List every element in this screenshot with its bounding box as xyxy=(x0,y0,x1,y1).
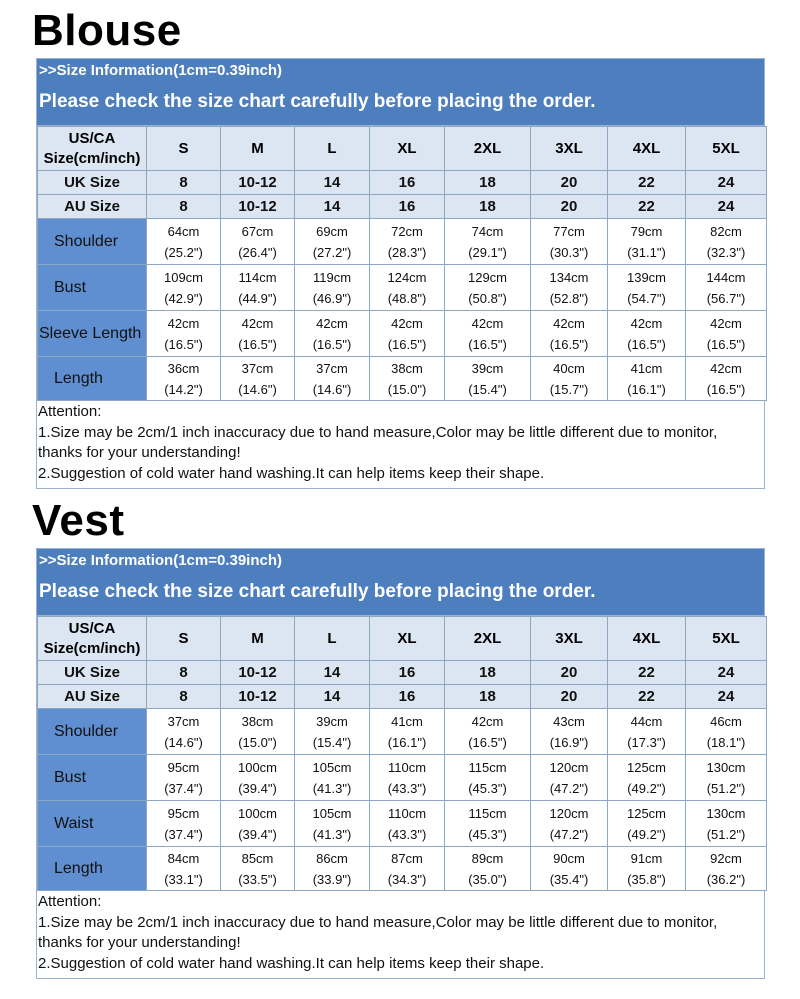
table-cell: 144cm (56.7") xyxy=(686,265,767,311)
section-title: Blouse xyxy=(32,6,182,55)
table-cell: 115cm (45.3") xyxy=(445,755,531,801)
table-cell: 10-12 xyxy=(221,195,295,219)
table-cell: 120cm (47.2") xyxy=(531,801,608,847)
table-cell: 69cm (27.2") xyxy=(295,219,370,265)
size-cell: S xyxy=(147,617,221,661)
au-size-label: AU Size xyxy=(38,195,147,219)
size-info-line: >>Size Information(1cm=0.39inch) xyxy=(39,552,282,569)
table-cell: 42cm (16.5") xyxy=(445,311,531,357)
table-cell: 10-12 xyxy=(221,171,295,195)
size-cell: XL xyxy=(370,127,445,171)
table-cell: 14 xyxy=(295,195,370,219)
size-cell: 4XL xyxy=(608,617,686,661)
table-cell: 139cm (54.7") xyxy=(608,265,686,311)
table-cell: 24 xyxy=(686,195,767,219)
attention-heading: Attention: xyxy=(38,893,102,910)
section-title: Vest xyxy=(32,496,125,545)
table-cell: 39cm (15.4") xyxy=(445,357,531,401)
table-cell: 89cm (35.0") xyxy=(445,847,531,891)
table-cell: 72cm (28.3") xyxy=(370,219,445,265)
table-cell: 18 xyxy=(445,171,531,195)
table-cell: 114cm (44.9") xyxy=(221,265,295,311)
size-chart xyxy=(36,548,765,979)
table-cell: 22 xyxy=(608,661,686,685)
table-cell: 36cm (14.2") xyxy=(147,357,221,401)
table-cell: 95cm (37.4") xyxy=(147,801,221,847)
measure-row xyxy=(38,709,767,755)
measure-label: Shoulder xyxy=(38,219,147,265)
table-cell: 42cm (16.5") xyxy=(221,311,295,357)
table-cell: 24 xyxy=(686,685,767,709)
table-cell: 42cm (16.5") xyxy=(531,311,608,357)
uk-size-row xyxy=(38,171,767,195)
measure-label: Shoulder xyxy=(38,709,147,755)
table-cell: 110cm (43.3") xyxy=(370,755,445,801)
table-cell: 37cm (14.6") xyxy=(147,709,221,755)
au-size-label: AU Size xyxy=(38,685,147,709)
table-cell: 22 xyxy=(608,685,686,709)
table-cell: 95cm (37.4") xyxy=(147,755,221,801)
table-cell: 42cm (16.5") xyxy=(295,311,370,357)
table-cell: 74cm (29.1") xyxy=(445,219,531,265)
table-cell: 134cm (52.8") xyxy=(531,265,608,311)
table-cell: 130cm (51.2") xyxy=(686,801,767,847)
attention-line: 1.Size may be 2cm/1 inch inaccuracy due to hand measure,Color may be little different due to monitor, xyxy=(38,423,718,441)
table-cell: 105cm (41.3") xyxy=(295,755,370,801)
size-table xyxy=(37,126,767,401)
measure-label: Bust xyxy=(38,265,147,311)
attention-note xyxy=(37,891,764,978)
table-cell: 16 xyxy=(370,685,445,709)
table-cell: 42cm (16.5") xyxy=(370,311,445,357)
size-cell: 2XL xyxy=(445,617,531,661)
table-cell: 42cm (16.5") xyxy=(608,311,686,357)
size-cell: 3XL xyxy=(531,127,608,171)
table-cell: 22 xyxy=(608,171,686,195)
table-cell: 92cm (36.2") xyxy=(686,847,767,891)
measure-label: Length xyxy=(38,357,147,401)
table-cell: 82cm (32.3") xyxy=(686,219,767,265)
au-size-row xyxy=(38,685,767,709)
table-cell: 42cm (16.5") xyxy=(686,311,767,357)
table-cell: 41cm (16.1") xyxy=(608,357,686,401)
table-cell: 86cm (33.9") xyxy=(295,847,370,891)
header-row xyxy=(38,617,767,661)
size-chart xyxy=(36,58,765,489)
table-cell: 129cm (50.8") xyxy=(445,265,531,311)
size-cell: 5XL xyxy=(686,127,767,171)
attention-heading: Attention: xyxy=(38,403,102,420)
table-cell: 10-12 xyxy=(221,661,295,685)
au-size-row xyxy=(38,195,767,219)
attention-line: thanks for your understanding! xyxy=(38,934,241,951)
table-cell: 24 xyxy=(686,171,767,195)
table-cell: 20 xyxy=(531,661,608,685)
size-cell: M xyxy=(221,127,295,171)
table-cell: 125cm (49.2") xyxy=(608,755,686,801)
us-ca-label: US/CA Size(cm/inch) xyxy=(38,127,147,171)
table-cell: 46cm (18.1") xyxy=(686,709,767,755)
table-cell: 125cm (49.2") xyxy=(608,801,686,847)
uk-size-label: UK Size xyxy=(38,661,147,685)
table-cell: 67cm (26.4") xyxy=(221,219,295,265)
table-cell: 85cm (33.5") xyxy=(221,847,295,891)
size-cell: M xyxy=(221,617,295,661)
table-cell: 39cm (15.4") xyxy=(295,709,370,755)
size-cell: S xyxy=(147,127,221,171)
table-cell: 90cm (35.4") xyxy=(531,847,608,891)
attention-line: thanks for your understanding! xyxy=(38,444,241,461)
attention-line: 2.Suggestion of cold water hand washing.It can help items keep their shape. xyxy=(38,954,545,972)
table-cell: 37cm (14.6") xyxy=(295,357,370,401)
table-cell: 105cm (41.3") xyxy=(295,801,370,847)
table-cell: 110cm (43.3") xyxy=(370,801,445,847)
size-cell: XL xyxy=(370,617,445,661)
check-notice: Please check the size chart carefully before placing the order. xyxy=(39,581,596,602)
chart-banner xyxy=(37,59,764,126)
size-table xyxy=(37,616,767,891)
measure-row xyxy=(38,755,767,801)
table-cell: 14 xyxy=(295,661,370,685)
header-row xyxy=(38,127,767,171)
table-cell: 109cm (42.9") xyxy=(147,265,221,311)
table-cell: 44cm (17.3") xyxy=(608,709,686,755)
table-cell: 64cm (25.2") xyxy=(147,219,221,265)
table-cell: 16 xyxy=(370,171,445,195)
measure-label: Waist xyxy=(38,801,147,847)
measure-row xyxy=(38,357,767,401)
table-cell: 124cm (48.8") xyxy=(370,265,445,311)
table-cell: 20 xyxy=(531,685,608,709)
chart-banner xyxy=(37,549,764,616)
table-cell: 84cm (33.1") xyxy=(147,847,221,891)
size-cell: 3XL xyxy=(531,617,608,661)
table-cell: 120cm (47.2") xyxy=(531,755,608,801)
table-cell: 22 xyxy=(608,195,686,219)
table-cell: 38cm (15.0") xyxy=(370,357,445,401)
table-cell: 18 xyxy=(445,661,531,685)
attention-line: 2.Suggestion of cold water hand washing.It can help items keep their shape. xyxy=(38,464,545,482)
table-cell: 77cm (30.3") xyxy=(531,219,608,265)
table-cell: 100cm (39.4") xyxy=(221,801,295,847)
table-cell: 38cm (15.0") xyxy=(221,709,295,755)
table-cell: 41cm (16.1") xyxy=(370,709,445,755)
table-cell: 20 xyxy=(531,171,608,195)
table-cell: 18 xyxy=(445,195,531,219)
table-cell: 18 xyxy=(445,685,531,709)
table-cell: 14 xyxy=(295,685,370,709)
table-cell: 24 xyxy=(686,661,767,685)
size-cell: 5XL xyxy=(686,617,767,661)
table-cell: 79cm (31.1") xyxy=(608,219,686,265)
table-cell: 37cm (14.6") xyxy=(221,357,295,401)
size-cell: 2XL xyxy=(445,127,531,171)
table-cell: 87cm (34.3") xyxy=(370,847,445,891)
size-info-line: >>Size Information(1cm=0.39inch) xyxy=(39,62,282,79)
table-cell: 10-12 xyxy=(221,685,295,709)
check-notice: Please check the size chart carefully before placing the order. xyxy=(39,91,596,112)
table-cell: 8 xyxy=(147,661,221,685)
table-cell: 16 xyxy=(370,661,445,685)
table-cell: 8 xyxy=(147,195,221,219)
us-ca-label: US/CA Size(cm/inch) xyxy=(38,617,147,661)
table-cell: 43cm (16.9") xyxy=(531,709,608,755)
table-cell: 16 xyxy=(370,195,445,219)
table-cell: 8 xyxy=(147,685,221,709)
uk-size-label: UK Size xyxy=(38,171,147,195)
table-cell: 119cm (46.9") xyxy=(295,265,370,311)
attention-note xyxy=(37,401,764,488)
measure-row xyxy=(38,801,767,847)
measure-label: Sleeve Length xyxy=(38,311,147,357)
table-cell: 8 xyxy=(147,171,221,195)
table-cell: 115cm (45.3") xyxy=(445,801,531,847)
table-cell: 14 xyxy=(295,171,370,195)
size-cell: 4XL xyxy=(608,127,686,171)
measure-row xyxy=(38,847,767,891)
measure-row xyxy=(38,265,767,311)
attention-line: 1.Size may be 2cm/1 inch inaccuracy due to hand measure,Color may be little different due to monitor, xyxy=(38,913,718,931)
table-cell: 20 xyxy=(531,195,608,219)
measure-label: Bust xyxy=(38,755,147,801)
table-cell: 42cm (16.5") xyxy=(686,357,767,401)
measure-row xyxy=(38,311,767,357)
table-cell: 40cm (15.7") xyxy=(531,357,608,401)
table-cell: 91cm (35.8") xyxy=(608,847,686,891)
uk-size-row xyxy=(38,661,767,685)
table-cell: 130cm (51.2") xyxy=(686,755,767,801)
table-cell: 100cm (39.4") xyxy=(221,755,295,801)
table-cell: 42cm (16.5") xyxy=(147,311,221,357)
measure-row xyxy=(38,219,767,265)
table-cell: 42cm (16.5") xyxy=(445,709,531,755)
measure-label: Length xyxy=(38,847,147,891)
size-cell: L xyxy=(295,127,370,171)
size-cell: L xyxy=(295,617,370,661)
